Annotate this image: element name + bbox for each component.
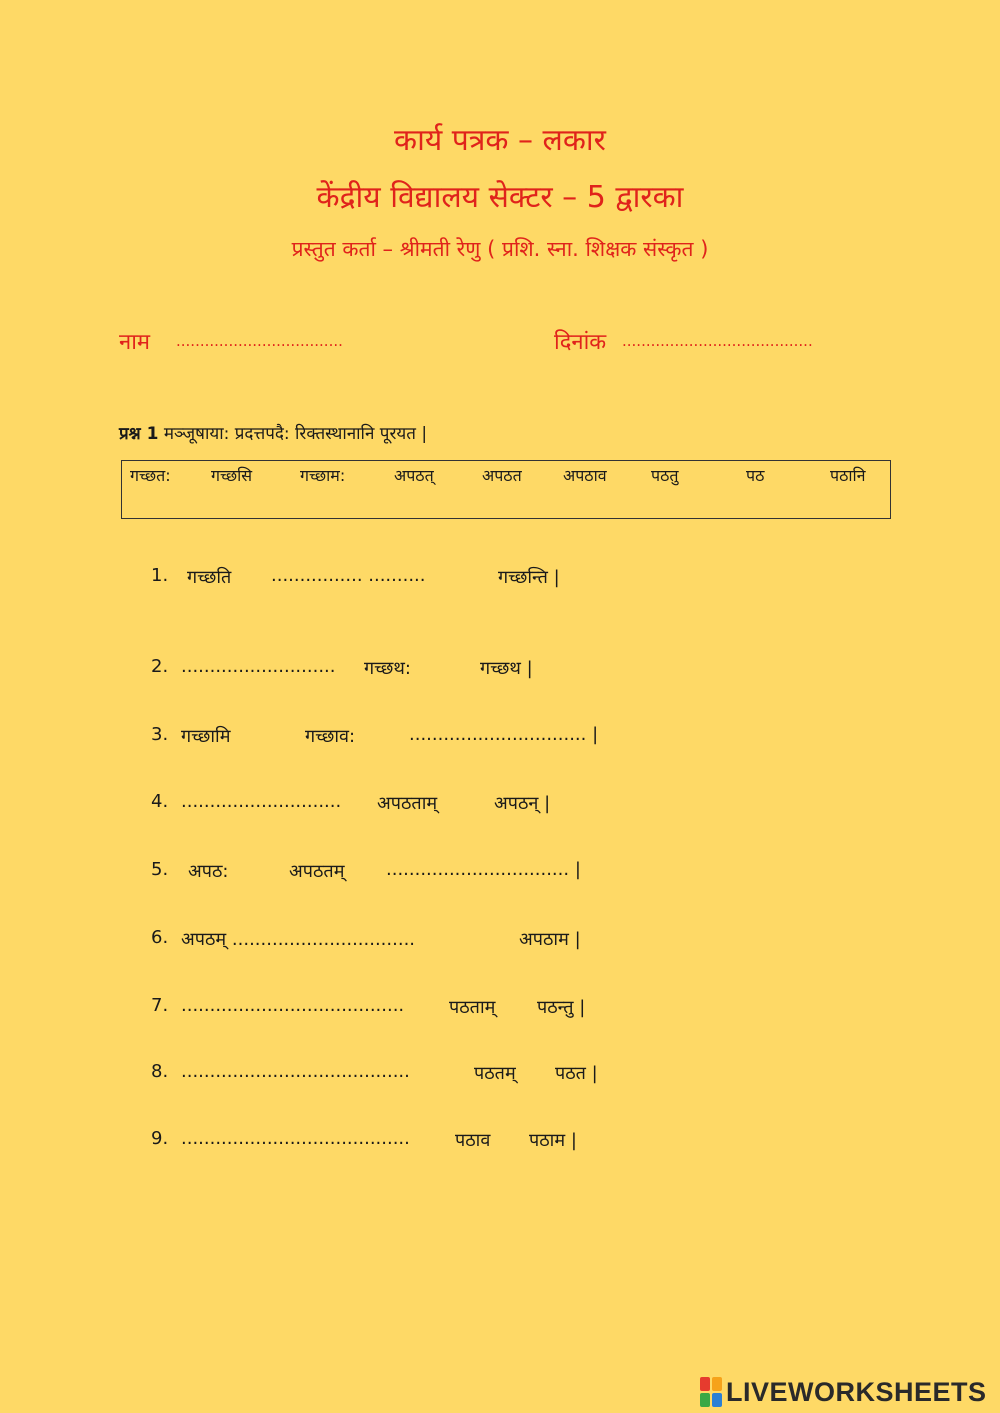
item-number: 4.	[151, 791, 169, 812]
item-word: पठताम्	[449, 997, 496, 1018]
name-label: नाम	[119, 330, 151, 355]
liveworksheets-logo-icon	[700, 1377, 722, 1407]
item-word: अपठाम |	[519, 929, 581, 950]
date-label: दिनांक	[554, 330, 607, 355]
item-blank[interactable]: ........................................	[181, 1061, 410, 1082]
item-word: गच्छथ |	[480, 658, 533, 679]
item-word: गच्छन्ति |	[498, 567, 560, 588]
item-word: पठतम्	[474, 1063, 516, 1084]
word-box-item: अपठत	[482, 466, 522, 485]
item-blank[interactable]: ........................................	[181, 1128, 410, 1149]
word-box-item: पठ	[746, 466, 765, 485]
item-blank[interactable]: .......................................	[181, 995, 405, 1016]
worksheet-title: कार्य पत्रक – लकार	[394, 123, 606, 158]
item-blank[interactable]: ................................ |	[386, 859, 581, 880]
item-word: गच्छाव:	[305, 726, 356, 747]
item-word: अपठ:	[188, 861, 229, 882]
item-number: 8.	[151, 1061, 169, 1082]
item-blank[interactable]: अपठम् ................................	[181, 929, 416, 950]
liveworksheets-watermark[interactable]	[700, 1375, 987, 1409]
item-number: 9.	[151, 1128, 169, 1149]
item-number: 2.	[151, 656, 169, 677]
word-box-item: गच्छाम:	[300, 466, 346, 485]
question-heading	[119, 421, 427, 444]
item-number: 6.	[151, 927, 169, 948]
word-box-item: गच्छत:	[130, 466, 171, 485]
item-word: अपठताम्	[377, 793, 438, 814]
word-box-item: अपठाव	[563, 466, 607, 485]
item-number: 1.	[151, 565, 169, 586]
item-number: 5.	[151, 859, 169, 880]
item-word: पठत |	[555, 1063, 598, 1084]
item-blank[interactable]: ................ ..........	[271, 565, 426, 586]
school-name: केंद्रीय विद्यालय सेक्टर – 5 द्वारका	[316, 180, 684, 215]
watermark-text: LIVEWORKSHEETS	[726, 1376, 987, 1407]
item-word: गच्छथ:	[364, 658, 411, 679]
item-number: 7.	[151, 995, 169, 1016]
item-blank[interactable]: ............................	[181, 791, 342, 812]
word-box-item: पठतु	[651, 466, 679, 485]
presenter-line: प्रस्तुत कर्ता – श्रीमती रेणु ( प्रशि. स्ना. शिक्षक संस्कृत )	[291, 237, 709, 261]
item-word: पठाम |	[529, 1130, 577, 1151]
name-field[interactable]: ...................................	[176, 332, 343, 350]
item-word: पठाव	[455, 1130, 491, 1151]
question-number: प्रश्न 1	[119, 424, 159, 444]
item-blank[interactable]: ...........................	[181, 656, 336, 677]
item-number: 3.	[151, 724, 169, 745]
item-word: अपठतम्	[289, 861, 345, 882]
item-word: पठन्तु |	[537, 997, 586, 1018]
word-box-item: पठानि	[830, 466, 866, 485]
question-instruction: मञ्जूषाया: प्रदत्तपदै: रिक्तस्थानानि पूरयत |	[163, 424, 428, 444]
item-word: गच्छति	[187, 567, 232, 588]
item-word: गच्छामि	[181, 726, 231, 747]
item-word: अपठन् |	[494, 793, 551, 814]
word-box-item: अपठत्	[394, 466, 434, 485]
date-field[interactable]: ........................................	[622, 332, 813, 350]
item-blank[interactable]: ............................... |	[409, 724, 599, 745]
word-box-item: गच्छसि	[211, 466, 253, 485]
